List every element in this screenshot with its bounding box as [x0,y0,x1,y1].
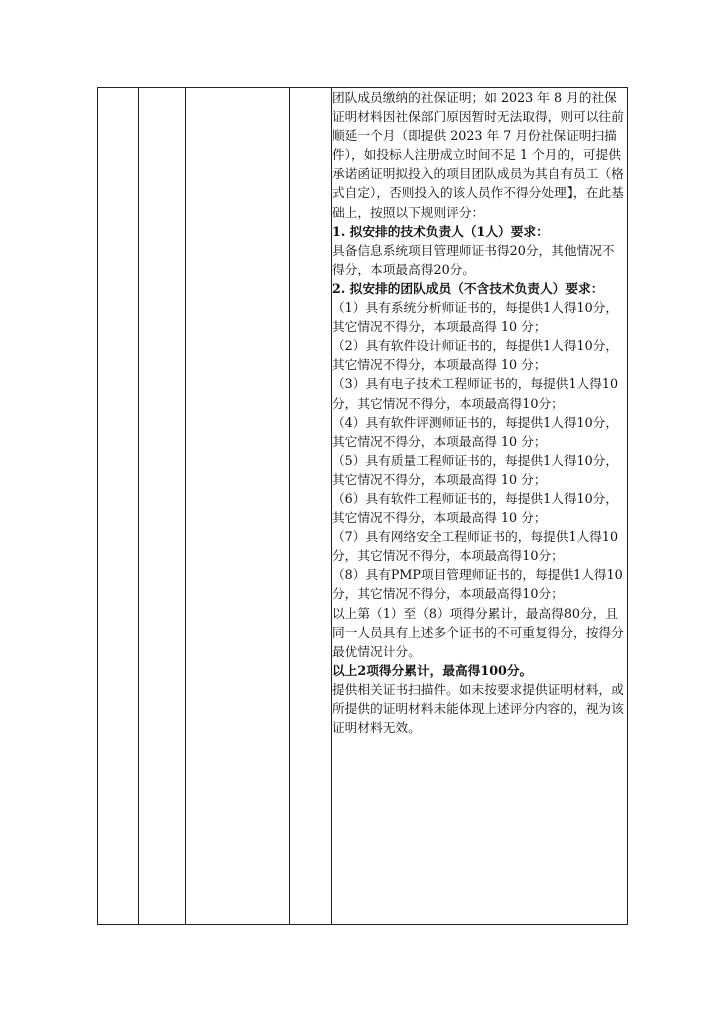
paragraph: 提供相关证书扫描件。如未按要求提供证明材料，或所提供的证明材料未能体现上述评分内容的，视为该证明材料无效。 [332,681,624,736]
section-heading: 2. 拟安排的团队成员（不含技术负责人）要求： [332,280,604,296]
scoring-criteria-text [332,88,627,737]
paragraph: （4）具有软件评测师证书的，每提供1人得10分，其它情况不得分，本项最高得 10 分； [332,414,619,449]
table-cell-col4 [290,88,332,925]
section-heading: 1. 拟安排的技术负责人（1人）要求： [332,223,549,239]
table-row [98,88,628,925]
paragraph: 团队成员缴纳的社保证明；如 2023 年 8 月的社保证明材料因社保部门原因暂时无法取得，则可以往前顺延一个月（即提供 2023 年 7 月份社保证明扫描件），如投标人注册成立时间不足 1 个月的，可提供承诺函证明拟投入的项目团队成员为其自有员工（格式自定），否则投入的该人员作不得分处理】，在此基础上，按照以下规则评分： [332,90,624,220]
table-cell-col2 [139,88,186,925]
scoring-table [97,87,628,925]
paragraph: （1）具有系统分析师证书的，每提供1人得10分，其它情况不得分，本项最高得 10 分； [332,300,619,335]
paragraph: （8）具有PMP项目管理师证书的，每提供1人得10分，其它情况不得分，本项最高得10分； [332,567,623,602]
paragraph: （3）具有电子技术工程师证书的，每提供1人得10分，其它情况不得分，本项最高得10分； [332,376,619,411]
paragraph: （2）具有软件设计师证书的，每提供1人得10分，其它情况不得分，本项最高得 10 分； [332,338,619,373]
table-cell-col1 [98,88,139,925]
table-cell-col3 [186,88,290,925]
section-heading: 以上2项得分累计，最高得100分。 [332,662,533,678]
paragraph: 具备信息系统项目管理师证书得20分，其他情况不得分，本项最高得20分。 [332,242,615,277]
paragraph: （6）具有软件工程师证书的，每提供1人得10分，其它情况不得分，本项最高得 10 分； [332,490,619,526]
paragraph: （5）具有质量工程师证书的，每提供1人得10分，其它情况不得分，本项最高得 10 分； [332,452,619,487]
paragraph: （7）具有网络安全工程师证书的，每提供1人得10分，其它情况不得分，本项最高得10分； [332,529,619,564]
scoring-criteria-cell [332,88,628,925]
paragraph: 以上第（1）至（8）项得分累计，最高得80分，且同一人员具有上述多个证书的不可重复得分，按得分最优情况计分。 [332,605,624,659]
